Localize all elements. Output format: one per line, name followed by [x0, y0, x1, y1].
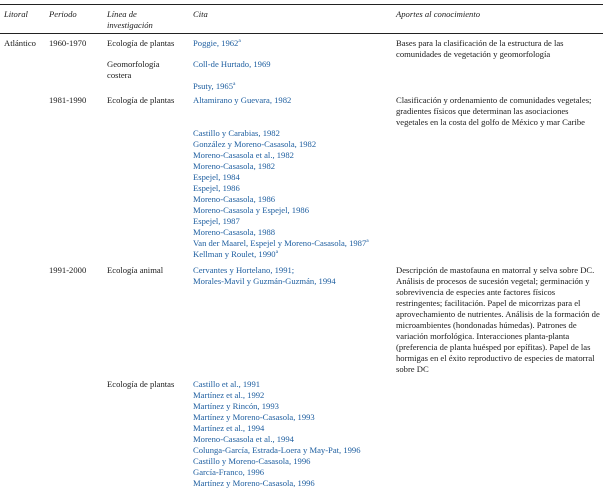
- cita-link[interactable]: Martínez y Rincón, 1993: [193, 401, 279, 411]
- cita-link[interactable]: Espejel, 1987: [193, 216, 240, 226]
- aporte-1960-1970: Bases para la clasificación de la estructura de las comunidades de vegetación y geomorfología: [396, 38, 564, 59]
- cita-link[interactable]: Martínez y Moreno-Casasola, 1996: [193, 478, 315, 488]
- cita-link[interactable]: Castillo y Moreno-Casasola, 1996: [193, 456, 311, 466]
- cita-link[interactable]: Moreno-Casasola, 1988: [193, 227, 276, 237]
- cita-link[interactable]: Moreno-Casasola et al., 1994: [193, 434, 294, 444]
- cita-link[interactable]: Martínez et al., 1994: [193, 423, 265, 433]
- header-linea: Línea de investigación: [107, 9, 153, 30]
- cita-link[interactable]: Moreno-Casasola y Espejel, 1986: [193, 205, 309, 215]
- linea-ecologia-plantas-1: Ecología de plantas: [107, 38, 175, 48]
- header-litoral: Litoral: [4, 9, 28, 19]
- cita-link[interactable]: Colunga-García, Estrada-Loera y May-Pat, 1996: [193, 445, 361, 455]
- cita-link[interactable]: Morales-Mavil y Guzmán-Guzmán, 1994: [193, 276, 336, 286]
- cita-link[interactable]: Moreno-Casasola, 1982: [193, 161, 276, 171]
- linea-ecologia-animal: Ecología animal: [107, 265, 164, 275]
- cita-link[interactable]: Moreno-Casasola, 1986: [193, 194, 276, 204]
- cita-link[interactable]: Poggie, 1962$^a$: [193, 38, 241, 48]
- cita-link[interactable]: Castillo et al., 1991: [193, 379, 261, 389]
- cita-link[interactable]: Espejel, 1986: [193, 183, 240, 193]
- cita-link[interactable]: Psuty, 1965$^a$: [193, 81, 236, 91]
- periodo-1991-2000: 1991-2000: [49, 265, 87, 275]
- aporte-1991-2000: Descripción de mastofauna en matorral y selva sobre DC. Análisis de procesos de sucesión vegetal; germinación y sobrevivencia de especies ante factores físicos restringentes; facilitación. Papel de micorrizas para el aprovechamiento de nutrientes. Análisis de la formación de microambientes (hondonadas húmedas). Patrones de variación morfológica. Interacciones planta-planta (preferencia de planta huésped por epífitas). Papel de las hormigas en el éxito reproductivo de especies de matorral sobre DC: [396, 265, 600, 374]
- cita-link[interactable]: Espejel, 1984: [193, 172, 240, 182]
- cita-link[interactable]: Castillo y Carabias, 1982: [193, 128, 280, 138]
- cita-link[interactable]: Coll-de Hurtado, 1969: [193, 59, 271, 69]
- cita-link[interactable]: González y Moreno-Casasola, 1982: [193, 139, 317, 149]
- cita-link[interactable]: García-Franco, 1996: [193, 467, 265, 477]
- cita-link[interactable]: Martínez y Moreno-Casasola, 1993: [193, 412, 315, 422]
- cita-link[interactable]: Altamirano y Guevara, 1982: [193, 95, 292, 105]
- header-bottom-rule: [0, 33, 603, 34]
- table-top-rule: [0, 4, 603, 5]
- cita-link[interactable]: Cervantes y Hortelano, 1991;: [193, 265, 295, 275]
- litoral-value: Atlántico: [4, 38, 36, 48]
- header-cita: Cita: [193, 9, 208, 19]
- linea-ecologia-plantas-3: Ecología de plantas: [107, 379, 175, 389]
- periodo-1981-1990: 1981-1990: [49, 95, 87, 105]
- cita-link[interactable]: Kellman y Roulet, 1990$^a$: [193, 249, 279, 259]
- cita-link[interactable]: Martínez et al., 1992: [193, 390, 265, 400]
- periodo-1960-1970: 1960-1970: [49, 38, 87, 48]
- aporte-1981-1990: Clasificación y ordenamiento de comunidades vegetales; gradientes físicos que determinan las asociaciones vegetales en la costa del golfo de México y mar Caribe: [396, 95, 592, 127]
- cita-link[interactable]: Van der Maarel, Espejel y Moreno-Casasola, 1987$^a$: [193, 238, 369, 248]
- cita-link[interactable]: Moreno-Casasola et al., 1982: [193, 150, 294, 160]
- header-aportes: Aportes al conocimiento: [396, 9, 481, 19]
- linea-geomorfologia: Geomorfología costera: [107, 59, 160, 80]
- header-periodo: Periodo: [49, 9, 77, 19]
- linea-ecologia-plantas-2: Ecología de plantas: [107, 95, 175, 105]
